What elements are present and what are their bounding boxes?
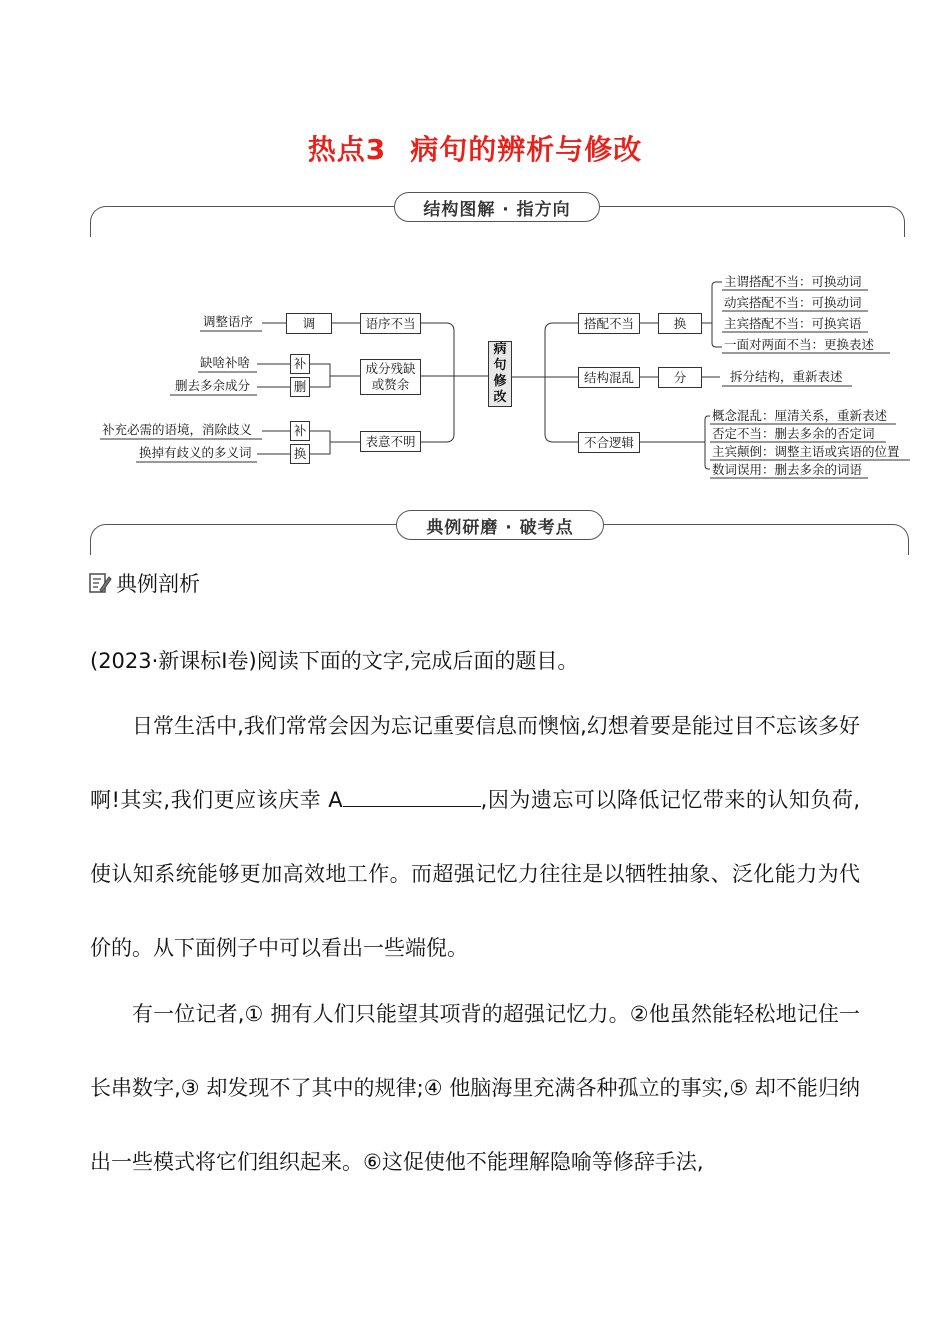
leaf-one-vs-two: 一面对两面不当：更换表述 xyxy=(724,337,875,352)
leaf-adjust-order: 调整语序 xyxy=(203,314,254,329)
verb-replace: 换 xyxy=(290,444,310,464)
paragraph-1-before: 日常生活中,我们常常会因为忘记重要信息而懊恼,幻想着要是能过目不忘该多好啊!其实,我们更应该庆幸 A xyxy=(90,714,860,812)
verb-supplement: 补 xyxy=(290,421,310,441)
passage-paragraph-1 xyxy=(90,689,860,985)
mindmap-center: 病句修改 xyxy=(488,341,512,407)
category-unclear: 表意不明 xyxy=(360,431,421,452)
category-missing-redundant: 成分残缺或赘余 xyxy=(360,359,421,395)
verb-swap: 换 xyxy=(658,313,702,334)
paragraph-1-after: ,因为遗忘可以降低记忆带来的认知负荷,使认知系统能够更加高效地工作。而超强记忆力往往是以牺牲抽象、泛化能力为代价的。从下面例子中可以看出一些端倪。 xyxy=(90,788,860,960)
passage-paragraph-2: 有一位记者,① 拥有人们只能望其项背的超强记忆力。②他虽然能轻松地记住一长串数字,③ 却发现不了其中的规律;④ 他脑海里充满各种孤立的事实,⑤ 却不能归纳出一些模式将它们组织起来。⑥这促使他不能理解隐喻等修辞手法, xyxy=(90,1002,860,1174)
leaf-add-context: 补充必需的语境，消除歧义 xyxy=(102,422,253,437)
leaf-negation-error: 否定不当：删去多余的否定词 xyxy=(712,426,875,441)
question-intro: (2023·新课标Ⅰ卷)阅读下面的文字,完成后面的题目。 xyxy=(90,649,579,673)
leaf-replace-ambiguous: 换掉有歧义的多义词 xyxy=(139,445,252,460)
verb-adjust: 调 xyxy=(286,313,332,334)
verb-add: 补 xyxy=(290,354,310,374)
leaf-add-missing: 缺啥补啥 xyxy=(200,355,251,370)
verb-delete: 删 xyxy=(290,377,310,397)
leaf-delete-extra: 删去多余成分 xyxy=(175,378,251,393)
example-heading-label: 典例剖析 xyxy=(116,572,200,596)
leaf-numeral-misuse: 数词误用：删去多余的词语 xyxy=(712,462,863,477)
title-hotspot: 热点3 xyxy=(307,133,387,166)
category-word-order: 语序不当 xyxy=(360,313,421,334)
category-mixed-structure: 结构混乱 xyxy=(578,367,640,388)
leaf-subject-object-reversed: 主宾颠倒：调整主语或宾语的位置 xyxy=(712,444,900,459)
leaf-verb-object: 动宾搭配不当：可换动词 xyxy=(724,295,862,310)
title-topic: 病句的辨析与修改 xyxy=(410,133,643,166)
example-heading xyxy=(88,568,200,598)
blank-A[interactable] xyxy=(343,786,481,807)
leaf-concept-confusion: 概念混乱：厘清关系，重新表述 xyxy=(712,408,888,423)
section-header-structure: 结构图解 · 指方向 xyxy=(394,192,600,222)
section-header-examples: 典例研磨 · 破考点 xyxy=(396,510,604,540)
leaf-subject-object: 主宾搭配不当：可换宾语 xyxy=(724,316,862,331)
notebook-pencil-icon xyxy=(88,571,112,595)
category-mismatch: 搭配不当 xyxy=(578,313,640,334)
category-illogical: 不合逻辑 xyxy=(578,432,640,453)
verb-split: 分 xyxy=(658,367,702,388)
leaf-split-structure: 拆分结构，重新表述 xyxy=(730,369,843,384)
leaf-subject-predicate: 主谓搭配不当：可换动词 xyxy=(724,274,862,289)
